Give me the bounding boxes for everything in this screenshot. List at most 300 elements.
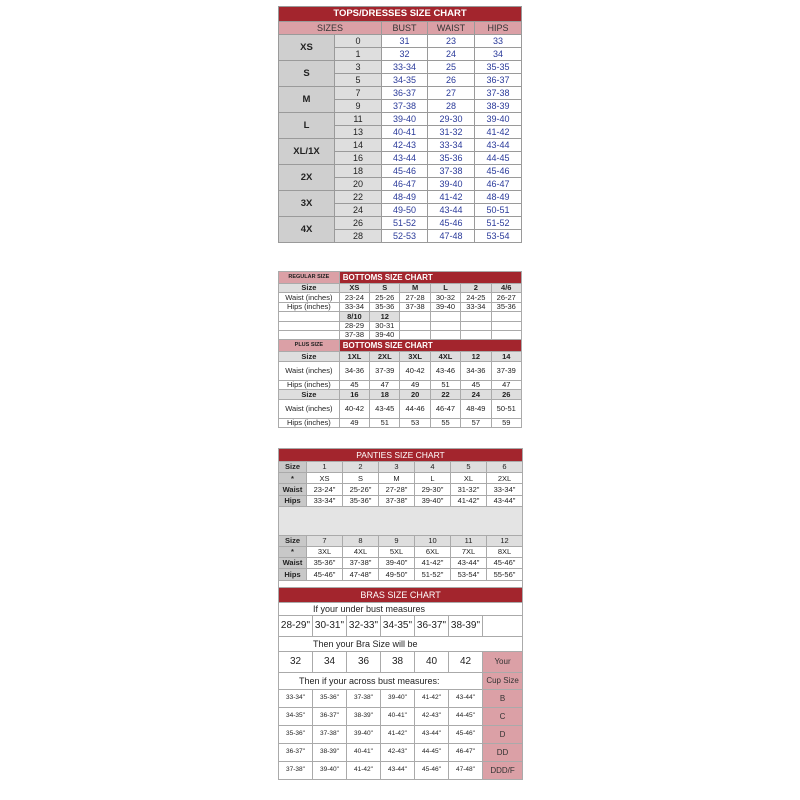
- tops-measure-cell: 43-44: [382, 152, 428, 165]
- cell: 10: [415, 535, 451, 546]
- cell: 39-40: [430, 302, 460, 311]
- tops-numeric-size: 26: [335, 217, 382, 230]
- tops-measure-cell: 48-49: [475, 191, 522, 204]
- cell: 45: [339, 380, 369, 389]
- cell: 33-34: [339, 302, 369, 311]
- underbust-cell: 36-37": [415, 616, 449, 637]
- bras-row: [279, 762, 523, 780]
- bottoms-size-chart: [278, 271, 522, 428]
- cell: 26: [491, 390, 521, 399]
- tops-row: [279, 87, 522, 100]
- cup-size-cell: DD: [483, 744, 523, 762]
- cell: 23-24": [307, 484, 343, 495]
- tops-measure-cell: 23: [428, 35, 475, 48]
- across-cell: 37-38": [313, 726, 347, 744]
- cell: 6XL: [415, 546, 451, 557]
- row-label: Waist: [279, 558, 307, 569]
- tops-measure-cell: 37-38: [475, 87, 522, 100]
- panties-size-chart: [278, 448, 523, 590]
- underbust-cell: 28-29": [279, 616, 313, 637]
- cell: 12: [461, 352, 491, 361]
- across-cell: 33-34": [279, 690, 313, 708]
- plus-hips2-row: [279, 418, 522, 427]
- row-label: Size: [279, 462, 307, 473]
- cell: 2: [343, 462, 379, 473]
- regular-size-tag: REGULAR SIZE: [279, 272, 340, 284]
- cell: XL: [451, 473, 487, 484]
- tops-row: [279, 35, 522, 48]
- tops-measure-cell: 34: [475, 48, 522, 61]
- cell: 46-47: [430, 399, 460, 418]
- across-cell: 42-43": [415, 708, 449, 726]
- cell: 49: [339, 418, 369, 427]
- tops-measure-cell: 29-30: [428, 113, 475, 126]
- cell: S: [370, 284, 400, 293]
- tops-size-label: 4X: [279, 217, 335, 243]
- tops-header-bust: BUST: [382, 22, 428, 35]
- cell: 34-36: [461, 361, 491, 380]
- cell: 39-40": [415, 495, 451, 506]
- tops-header-waist: WAIST: [428, 22, 475, 35]
- cell: 37-38: [400, 302, 430, 311]
- brasize-cell: 42: [449, 652, 483, 673]
- bras-row: [279, 690, 523, 708]
- across-cell: 36-37": [279, 744, 313, 762]
- cell: 1XL: [339, 352, 369, 361]
- cell: 2: [461, 284, 491, 293]
- cell: 29-30": [415, 484, 451, 495]
- underbust-row: [279, 616, 523, 637]
- cell: 33-34: [461, 302, 491, 311]
- cup-size-cell: C: [483, 708, 523, 726]
- tops-size-label: XS: [279, 35, 335, 61]
- brasize-row: [279, 652, 523, 673]
- tops-numeric-size: 11: [335, 113, 382, 126]
- cell: 37-39: [370, 361, 400, 380]
- cell: 37-39: [491, 361, 521, 380]
- cell: 33-34": [307, 495, 343, 506]
- tops-measure-cell: 27: [428, 87, 475, 100]
- cell: 16: [339, 390, 369, 399]
- panties-a-letter-row: [279, 473, 523, 484]
- brasize-cell: 38: [381, 652, 415, 673]
- cell: L: [415, 473, 451, 484]
- cell: M: [379, 473, 415, 484]
- across-cell: 38-39": [313, 744, 347, 762]
- tops-numeric-size: 14: [335, 139, 382, 152]
- across-cell: 45-46": [449, 726, 483, 744]
- tops-size-label: S: [279, 61, 335, 87]
- across-cell: 39-40": [347, 726, 381, 744]
- tops-measure-cell: 34-35: [382, 74, 428, 87]
- cell: 3XL: [307, 546, 343, 557]
- cell: 27-28: [400, 293, 430, 302]
- bras-row: [279, 708, 523, 726]
- regular-bottoms-title: BOTTOMS SIZE CHART: [339, 272, 521, 284]
- cell: 25-26: [370, 293, 400, 302]
- cell: 25-26": [343, 484, 379, 495]
- across-cell: 37-38": [279, 762, 313, 780]
- cell: L: [430, 284, 460, 293]
- panties-b-letter-row: [279, 546, 523, 557]
- plus-header2-row: [279, 390, 522, 399]
- across-cell: 40-41": [347, 744, 381, 762]
- blank-cell: [400, 330, 430, 339]
- blank-cell: [461, 312, 491, 321]
- tops-measure-cell: 31: [382, 35, 428, 48]
- blank-cell: [491, 312, 521, 321]
- tops-size-label: 3X: [279, 191, 335, 217]
- tops-measure-cell: 31-32: [428, 126, 475, 139]
- tops-measure-cell: 38-39: [475, 100, 522, 113]
- cell: 8XL: [487, 546, 523, 557]
- cell: 30-31: [370, 321, 400, 330]
- regular-hips-row: [279, 302, 522, 311]
- cell: 39-40": [379, 558, 415, 569]
- cell: 40-42: [339, 399, 369, 418]
- blank-cell: [461, 330, 491, 339]
- tops-numeric-size: 24: [335, 204, 382, 217]
- cell: 43-45: [370, 399, 400, 418]
- across-cell: 47-48": [449, 762, 483, 780]
- cell: 48-49: [461, 399, 491, 418]
- tops-measure-cell: 28: [428, 100, 475, 113]
- across-label: Then if your across bust measures:: [279, 673, 483, 690]
- regular-header-row: [279, 284, 522, 293]
- tops-measure-cell: 51-52: [475, 217, 522, 230]
- across-cell: 44-45": [449, 708, 483, 726]
- across-cell: 34-35": [279, 708, 313, 726]
- underbust-cell: 38-39": [449, 616, 483, 637]
- cell: 47: [370, 380, 400, 389]
- blank-cell: [430, 312, 460, 321]
- plus-header-row: [279, 352, 522, 361]
- tops-measure-cell: 25: [428, 61, 475, 74]
- tops-measure-cell: 26: [428, 74, 475, 87]
- tops-measure-cell: 40-41: [382, 126, 428, 139]
- tops-measure-cell: 24: [428, 48, 475, 61]
- tops-chart-title: TOPS/DRESSES SIZE CHART: [279, 7, 522, 22]
- cell: 37-38": [379, 495, 415, 506]
- cell: 34-36: [339, 361, 369, 380]
- regular-waist-row: [279, 293, 522, 302]
- cell: 8/10: [339, 312, 369, 321]
- tops-numeric-size: 1: [335, 48, 382, 61]
- tops-row: [279, 113, 522, 126]
- cell: 47-48": [343, 569, 379, 580]
- tops-measure-cell: 50-51: [475, 204, 522, 217]
- row-label: Size: [279, 535, 307, 546]
- across-cell: 41-42": [415, 690, 449, 708]
- tops-numeric-size: 0: [335, 35, 382, 48]
- blank-cell: [279, 321, 340, 330]
- bras-size-chart: [278, 587, 523, 780]
- tops-measure-cell: 51-52: [382, 217, 428, 230]
- cell: 30-32: [430, 293, 460, 302]
- cell: 4XL: [430, 352, 460, 361]
- cell: 35-36: [491, 302, 521, 311]
- tops-measure-cell: 45-46: [382, 165, 428, 178]
- bras-row: [279, 744, 523, 762]
- cell: 18: [370, 390, 400, 399]
- cell: 55-56": [487, 569, 523, 580]
- bras-row: [279, 726, 523, 744]
- plus-waist-row: [279, 361, 522, 380]
- cell: 37-38": [343, 558, 379, 569]
- tops-measure-cell: 45-46: [475, 165, 522, 178]
- panties-a-waist-row: [279, 484, 523, 495]
- tops-measure-cell: 42-43: [382, 139, 428, 152]
- tops-measure-cell: 46-47: [382, 178, 428, 191]
- plus-hips-row: [279, 380, 522, 389]
- cell: 33-34": [487, 484, 523, 495]
- across-cell: 39-40": [381, 690, 415, 708]
- bras-body: [279, 690, 523, 780]
- tops-size-label: L: [279, 113, 335, 139]
- row-label: Hips (inches): [279, 302, 340, 311]
- tops-numeric-size: 13: [335, 126, 382, 139]
- cell: 28-29: [339, 321, 369, 330]
- underbust-cell: 32-33": [347, 616, 381, 637]
- tops-row: [279, 61, 522, 74]
- cell: S: [343, 473, 379, 484]
- across-cell: 40-41": [381, 708, 415, 726]
- tops-measure-cell: 36-37: [382, 87, 428, 100]
- tops-measure-cell: 43-44: [428, 204, 475, 217]
- brasize-label: Then your Bra Size will be: [279, 637, 523, 652]
- tops-measure-cell: 37-38: [382, 100, 428, 113]
- cell: 2XL: [487, 473, 523, 484]
- row-label: Hips (inches): [279, 380, 340, 389]
- tops-measure-cell: 35-36: [428, 152, 475, 165]
- cell: 31-32": [451, 484, 487, 495]
- brasize-cell: 34: [313, 652, 347, 673]
- tops-measure-cell: 49-50: [382, 204, 428, 217]
- tops-body: [279, 35, 522, 243]
- underbust-label: If your under bust measures: [279, 603, 523, 616]
- across-cell: 45-46": [415, 762, 449, 780]
- cell: 27-28": [379, 484, 415, 495]
- plus-bottoms-title: BOTTOMS SIZE CHART: [339, 340, 521, 352]
- cell: 22: [430, 390, 460, 399]
- panties-spacer-row: [279, 506, 523, 535]
- plus-size-tag: PLUS SIZE: [279, 340, 340, 352]
- tops-measure-cell: 37-38: [428, 165, 475, 178]
- cell: 12: [487, 535, 523, 546]
- cell: 45-46": [307, 569, 343, 580]
- tops-size-chart: [278, 6, 522, 243]
- tops-measure-cell: 46-47: [475, 178, 522, 191]
- cell: 3: [379, 462, 415, 473]
- tops-measure-cell: 39-40: [475, 113, 522, 126]
- cell: 51-52": [415, 569, 451, 580]
- tops-numeric-size: 5: [335, 74, 382, 87]
- cell: 12: [370, 312, 400, 321]
- cell: XS: [339, 284, 369, 293]
- blank-cell: [400, 312, 430, 321]
- cell: 49: [400, 380, 430, 389]
- cell: 35-36: [370, 302, 400, 311]
- cell: 39-40: [370, 330, 400, 339]
- cell: 49-50": [379, 569, 415, 580]
- cell: 35-36": [343, 495, 379, 506]
- cell: XS: [307, 473, 343, 484]
- row-label: Hips: [279, 495, 307, 506]
- across-cell: 43-44": [381, 762, 415, 780]
- across-cell: 37-38": [347, 690, 381, 708]
- your-label: Your: [483, 652, 523, 673]
- tops-measure-cell: 41-42: [428, 191, 475, 204]
- blank-cell: [279, 330, 340, 339]
- blank-cell: [461, 321, 491, 330]
- tops-numeric-size: 20: [335, 178, 382, 191]
- tops-measure-cell: 32: [382, 48, 428, 61]
- cell: 20: [400, 390, 430, 399]
- cell: 47: [491, 380, 521, 389]
- across-cell: 42-43": [381, 744, 415, 762]
- panties-b-waist-row: [279, 558, 523, 569]
- blank-cell: [430, 321, 460, 330]
- cup-size-cell: DDD/F: [483, 762, 523, 780]
- cell: 43-46: [430, 361, 460, 380]
- across-cell: 46-47": [449, 744, 483, 762]
- tops-numeric-size: 9: [335, 100, 382, 113]
- cell: 55: [430, 418, 460, 427]
- cell: 7XL: [451, 546, 487, 557]
- blank-cell: [400, 321, 430, 330]
- tops-measure-cell: 43-44: [475, 139, 522, 152]
- cell: 59: [491, 418, 521, 427]
- cell: 26-27: [491, 293, 521, 302]
- across-cell: 38-39": [347, 708, 381, 726]
- tops-numeric-size: 7: [335, 87, 382, 100]
- tops-measure-cell: 39-40: [428, 178, 475, 191]
- tops-row: [279, 139, 522, 152]
- cupsize-label: Cup Size: [483, 673, 523, 690]
- regular-header2-row: [279, 312, 522, 321]
- blank-cell: [279, 312, 340, 321]
- cell: 43-44": [487, 495, 523, 506]
- tops-numeric-size: 28: [335, 230, 382, 243]
- cell: 4/6: [491, 284, 521, 293]
- across-cell: 44-45": [415, 744, 449, 762]
- tops-numeric-size: 22: [335, 191, 382, 204]
- across-cell: 43-44": [449, 690, 483, 708]
- cell: 23-24: [339, 293, 369, 302]
- tops-measure-cell: 39-40: [382, 113, 428, 126]
- row-label: Hips: [279, 569, 307, 580]
- blank-cell: [491, 330, 521, 339]
- cell: 11: [451, 535, 487, 546]
- cell: 6: [487, 462, 523, 473]
- tops-measure-cell: 33-34: [382, 61, 428, 74]
- cell: 3XL: [400, 352, 430, 361]
- tops-measure-cell: 36-37: [475, 74, 522, 87]
- cell: 53: [400, 418, 430, 427]
- across-cell: 41-42": [347, 762, 381, 780]
- blank-cell: [483, 616, 523, 637]
- cell: 4XL: [343, 546, 379, 557]
- tops-numeric-size: 18: [335, 165, 382, 178]
- cell: 53-54": [451, 569, 487, 580]
- tops-measure-cell: 52-53: [382, 230, 428, 243]
- panties-a-hips-row: [279, 495, 523, 506]
- bras-chart-title: BRAS SIZE CHART: [279, 588, 523, 603]
- cell: 51: [430, 380, 460, 389]
- panties-chart-title: PANTIES SIZE CHART: [279, 449, 523, 462]
- cell: 8: [343, 535, 379, 546]
- across-cell: 39-40": [313, 762, 347, 780]
- tops-size-label: 2X: [279, 165, 335, 191]
- tops-measure-cell: 48-49: [382, 191, 428, 204]
- spacer: [279, 506, 523, 535]
- row-label: *: [279, 546, 307, 557]
- cell: 5: [451, 462, 487, 473]
- tops-measure-cell: 53-54: [475, 230, 522, 243]
- cell: 24: [461, 390, 491, 399]
- cell: 43-44": [451, 558, 487, 569]
- tops-measure-cell: 45-46: [428, 217, 475, 230]
- row-label: Waist: [279, 484, 307, 495]
- cell: 5XL: [379, 546, 415, 557]
- cell: 1: [307, 462, 343, 473]
- tops-numeric-size: 3: [335, 61, 382, 74]
- panties-b-size-row: [279, 535, 523, 546]
- blank-cell: [491, 321, 521, 330]
- cell: 40-42: [400, 361, 430, 380]
- tops-row: [279, 191, 522, 204]
- blank-cell: [430, 330, 460, 339]
- regular-row2a: [279, 321, 522, 330]
- cell: 41-42": [415, 558, 451, 569]
- row-label: Hips (inches): [279, 418, 340, 427]
- tops-header-hips: HIPS: [475, 22, 522, 35]
- tops-row: [279, 165, 522, 178]
- regular-row2b: [279, 330, 522, 339]
- across-cell: 41-42": [381, 726, 415, 744]
- cell: 9: [379, 535, 415, 546]
- cell: 7: [307, 535, 343, 546]
- tops-measure-cell: 33-34: [428, 139, 475, 152]
- panties-b-hips-row: [279, 569, 523, 580]
- across-cell: 36-37": [313, 708, 347, 726]
- cup-size-cell: D: [483, 726, 523, 744]
- row-label: Size: [279, 390, 340, 399]
- cup-size-cell: B: [483, 690, 523, 708]
- cell: 37-38: [339, 330, 369, 339]
- cell: 51: [370, 418, 400, 427]
- underbust-cell: 34-35": [381, 616, 415, 637]
- across-cell: 35-36": [279, 726, 313, 744]
- across-cell: 43-44": [415, 726, 449, 744]
- tops-measure-cell: 33: [475, 35, 522, 48]
- tops-measure-cell: 35-35: [475, 61, 522, 74]
- across-cell: 35-36": [313, 690, 347, 708]
- cell: 24-25: [461, 293, 491, 302]
- cell: 4: [415, 462, 451, 473]
- row-label: *: [279, 473, 307, 484]
- tops-measure-cell: 44-45: [475, 152, 522, 165]
- tops-header-sizes: SIZES: [279, 22, 382, 35]
- cell: 45-46": [487, 558, 523, 569]
- brasize-cell: 40: [415, 652, 449, 673]
- tops-row: [279, 217, 522, 230]
- cell: 41-42": [451, 495, 487, 506]
- cell: 44-46: [400, 399, 430, 418]
- cell: 14: [491, 352, 521, 361]
- cell: 45: [461, 380, 491, 389]
- tops-size-label: XL/1X: [279, 139, 335, 165]
